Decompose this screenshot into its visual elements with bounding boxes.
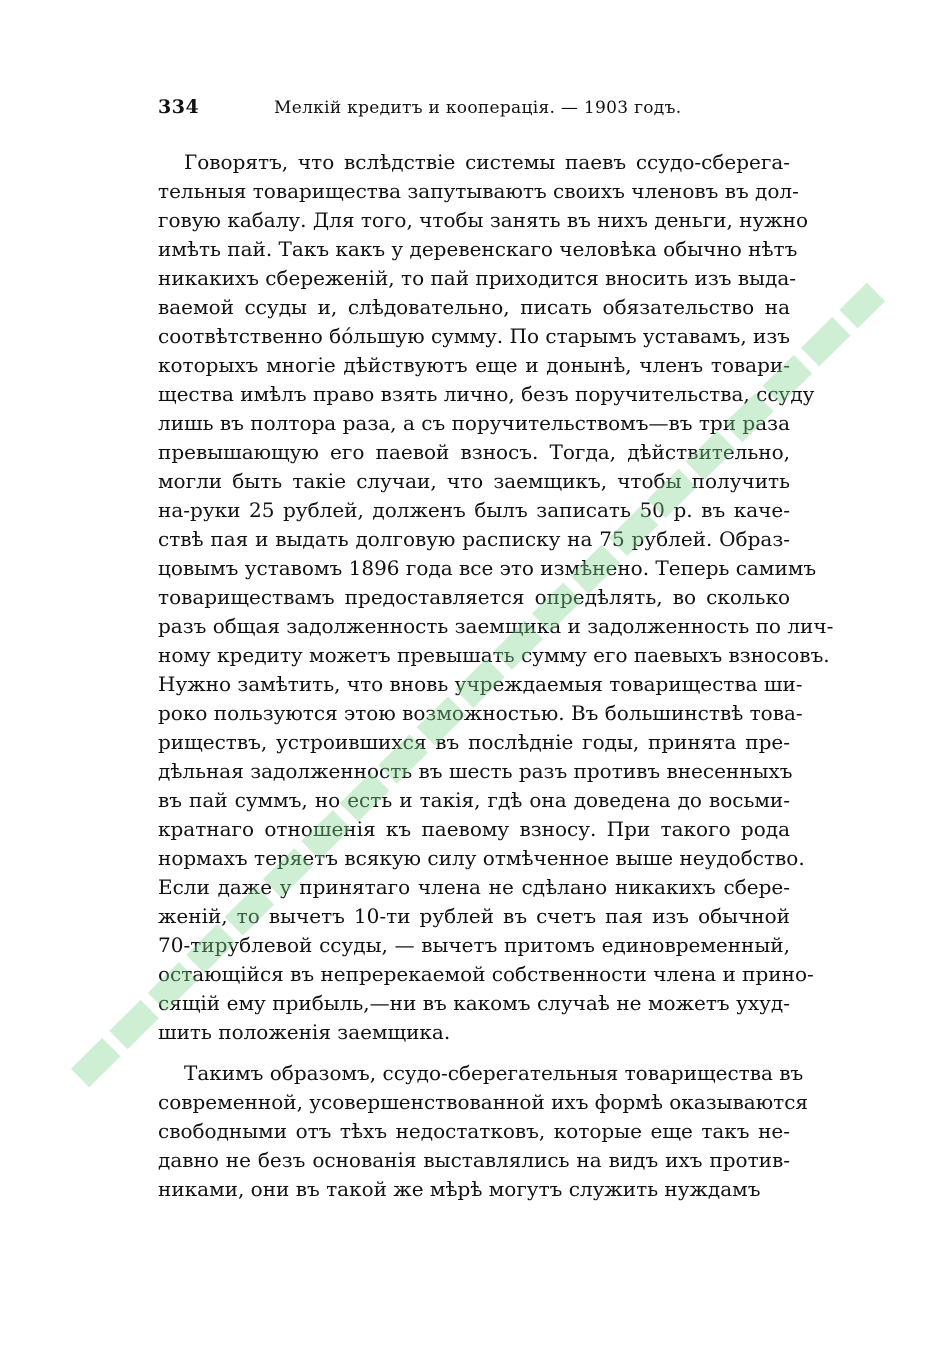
text-line: Говорятъ, что вслѣдствіе системы паевъ ссудо-сберега-	[184, 150, 790, 174]
text-line: превышающую его паевой взносъ. Тогда, дѣйствительно,	[158, 440, 790, 464]
text-line: 70-тирублевой ссуды, — вычетъ притомъ единовременный,	[158, 933, 790, 957]
text-line: тельныя товарищества запутываютъ своихъ членовъ въ дол-	[158, 179, 799, 203]
text-line: кратнаго отношенія къ паевому взносу. При такого рода	[158, 817, 790, 841]
page-header	[158, 96, 790, 124]
text-line: соотвѣтственно бóльшую сумму. По старымъ уставамъ, изъ	[158, 324, 791, 348]
text-line: товариществамъ предоставляется опредѣлять, во сколько	[158, 585, 790, 609]
text-line: остающійся въ непререкаемой собственности члена и прино-	[158, 962, 814, 986]
text-line: современной, усовершенствованной ихъ формѣ оказываются	[158, 1090, 809, 1114]
text-line: Если даже у принятаго члена не сдѣлано никакихъ сбере-	[158, 875, 790, 899]
text-line: женій, то вычетъ 10-ти рублей въ счетъ пая изъ обычной	[158, 904, 790, 928]
text-line: ному кредиту можетъ превышать сумму его паевыхъ взносовъ.	[158, 643, 830, 667]
body-text	[158, 148, 834, 1204]
text-line: ствѣ пая и выдать долговую расписку на 75 рублей. Образ-	[158, 527, 790, 551]
text-line: на-руки 25 рублей, долженъ былъ записать 50 р. въ каче-	[158, 498, 790, 522]
running-title: Мелкій кредитъ и кооперація. — 1903 годъ.	[274, 98, 682, 118]
text-line: сящій ему прибыль,—ни въ какомъ случаѣ не можетъ ухуд-	[158, 991, 790, 1015]
text-line: никакихъ сбереженій, то пай приходится вносить изъ выда-	[158, 266, 797, 290]
text-line: риществъ, устроившихся въ послѣдніе годы, принята пре-	[158, 730, 790, 754]
page-number: 334	[158, 96, 200, 118]
text-line: шить положенія заемщика.	[158, 1020, 451, 1044]
text-line: лишь въ полтора раза, а съ поручительствомъ—въ три раза	[158, 411, 790, 435]
text-line: которыхъ многіе дѣйствуютъ еще и донынѣ, членъ товари-	[158, 353, 790, 377]
text-line: могли быть такіе случаи, что заемщикъ, чтобы получить	[158, 469, 790, 493]
text-line: имѣть пай. Такъ какъ у деревенскаго человѣка обычно нѣтъ	[158, 237, 798, 261]
text-line: давно не безъ основанія выставлялись на видъ ихъ против-	[158, 1148, 790, 1172]
text-line: цовымъ уставомъ 1896 года все это измѣнено. Теперь самимъ	[158, 556, 817, 580]
paragraph	[158, 148, 834, 1047]
text-line: въ пай суммъ, но есть и такія, гдѣ она доведена до восьми-	[158, 788, 790, 812]
text-line: Нужно замѣтить, что вновь учреждаемыя товарищества ши-	[158, 672, 803, 696]
text-line: свободными отъ тѣхъ недостатковъ, которые еще такъ не-	[158, 1119, 790, 1143]
text-line: Такимъ образомъ, ссудо-сберегательныя товарищества въ	[184, 1061, 804, 1085]
text-line: роко пользуются этою возможностью. Въ большинствѣ това-	[158, 701, 803, 725]
text-line: ваемой ссуды и, слѣдовательно, писать обязательство на	[158, 295, 790, 319]
paragraph	[158, 1059, 809, 1204]
text-line: разъ общая задолженность заемщика и задолженность по лич-	[158, 614, 834, 638]
text-line: говую кабалу. Для того, чтобы занять въ нихъ деньги, нужно	[158, 208, 809, 232]
text-line: никами, они въ такой же мѣрѣ могутъ служить нуждамъ	[158, 1177, 761, 1201]
text-line: дѣльная задолженность въ шесть разъ противъ внесенныхъ	[158, 759, 793, 783]
text-line: щества имѣлъ право взять лично, безъ поручительства, ссуду	[158, 382, 815, 406]
text-line: нормахъ теряетъ всякую силу отмѣченное выше неудобство.	[158, 846, 805, 870]
